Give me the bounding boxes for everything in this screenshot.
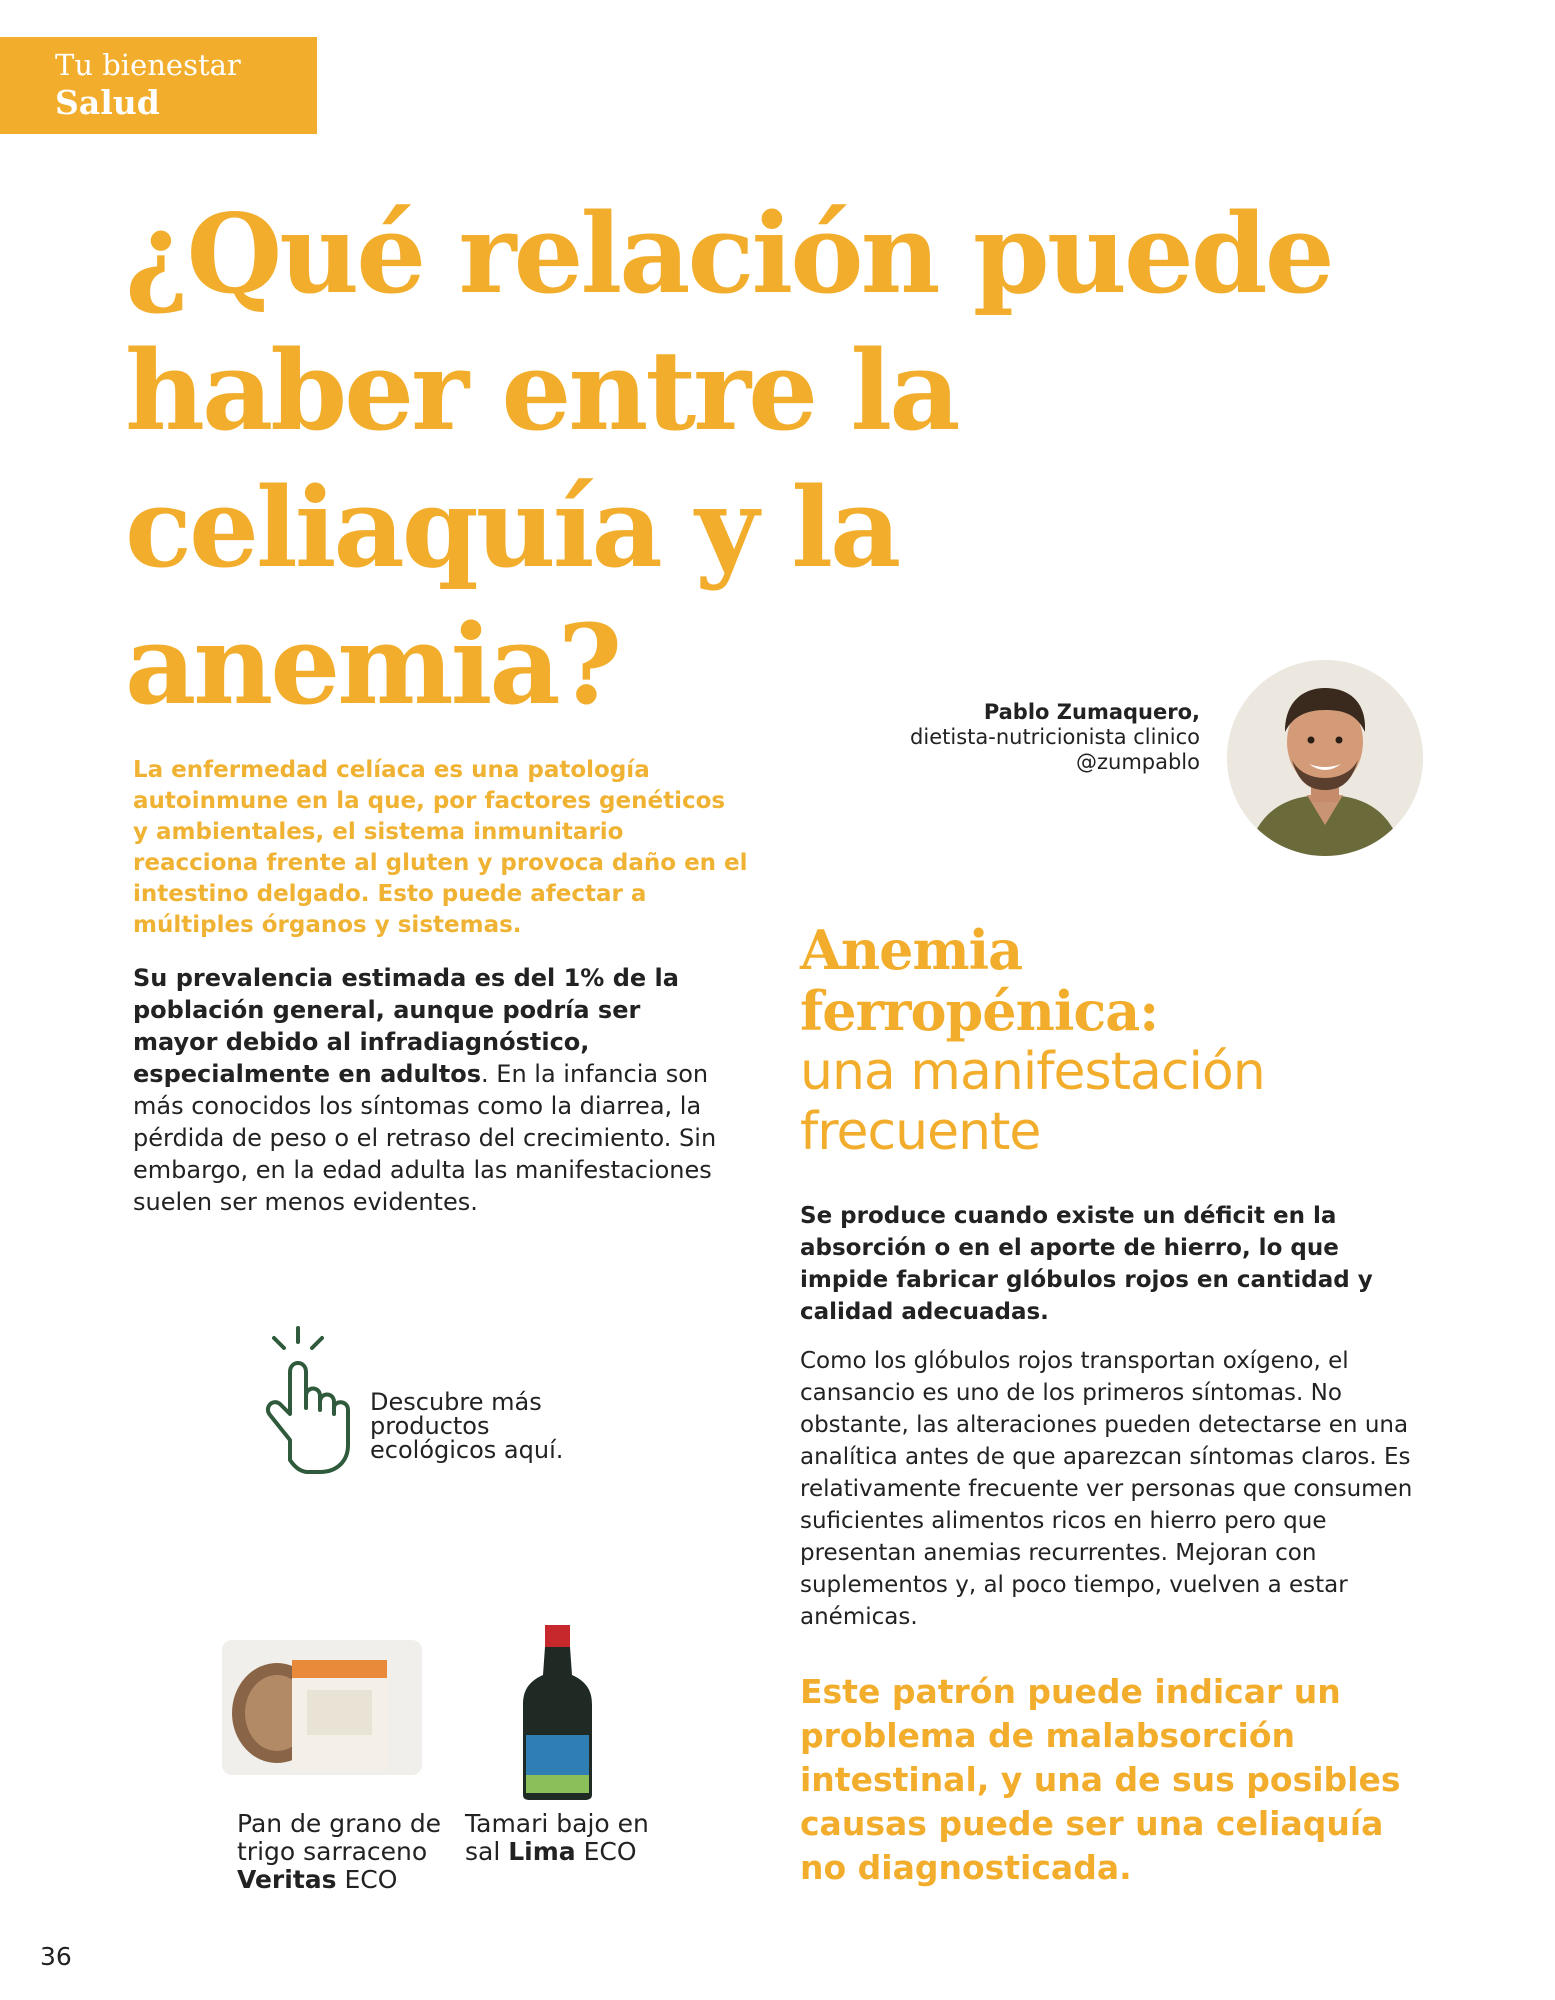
product-image-tamari xyxy=(510,1625,605,1800)
discover-products-text: Descubre más productos ecológicos aquí. xyxy=(370,1388,564,1464)
author-role: dietista-nutricionista clinico xyxy=(910,725,1200,749)
section-subheading xyxy=(800,920,1360,1162)
body-paragraph-prevalence xyxy=(133,962,733,1218)
author-name: Pablo Zumaquero, xyxy=(983,700,1200,724)
page-number: 36 xyxy=(40,1942,72,1971)
product-image-bread xyxy=(222,1635,422,1780)
product-1-brand: Veritas xyxy=(237,1865,337,1894)
subheading-bold: Anemia ferropénica: xyxy=(800,918,1159,1043)
tap-hand-icon xyxy=(260,1320,370,1480)
product-2-brand: Lima xyxy=(508,1837,576,1866)
author-avatar xyxy=(1227,660,1423,856)
author-handle: @zumpablo xyxy=(1075,750,1200,774)
product-1-suffix: ECO xyxy=(336,1865,398,1894)
prevalence-highlight: Su prevalencia estimada es del 1% de la población general, aunque podría ser mayor debido al infradiagnóstico, especialmente en adultos xyxy=(133,964,679,1088)
page-title: ¿Qué relación puede haber entre la celiaquía y la anemia? xyxy=(125,189,1332,729)
product-2-suffix: ECO xyxy=(575,1837,637,1866)
pull-quote: Este patrón puede indicar un problema de malabsorción intestinal, y una de sus posibles causas puede ser una celiaquía no diagnosticada. xyxy=(800,1672,1401,1887)
product-2-name: Tamari bajo en sal xyxy=(465,1809,649,1866)
subheading-light: una manifestación frecuente xyxy=(800,1042,1265,1162)
prevalence-rest: . En la infancia son más conocidos los síntomas como la diarrea, la pérdida de peso o el retraso del crecimiento. Sin embargo, en la edad adulta las manifestaciones suelen ser menos evidentes. xyxy=(133,1060,717,1216)
author-byline xyxy=(910,700,1200,775)
body-paragraph-symptoms: Como los glóbulos rojos transportan oxígeno, el cansancio es uno de los primeros síntomas. No obstante, las alteraciones pueden detectarse en una analítica antes de que aparezcan síntomas claros. Es relativamente frecuente ver personas que consumen suficientes alimentos ricos en hierro pero que presentan anemias recurrentes. Mejoran con suplementos y, al poco tiempo, vuelven a estar anémicas. xyxy=(800,1348,1413,1630)
product-caption-tamari xyxy=(465,1810,675,1866)
product-caption-bread xyxy=(237,1810,467,1894)
section-kicker: Tu bienestar xyxy=(55,48,241,82)
product-1-name: Pan de grano de trigo sarraceno xyxy=(237,1809,442,1866)
lead-paragraph: Se produce cuando existe un déficit en la absorción o en el aporte de hierro, lo que impide fabricar glóbulos rojos en cantidad y calidad adecuadas. xyxy=(800,1203,1373,1325)
intro-paragraph: La enfermedad celíaca es una patología autoinmune en la que, por factores genéticos y ambientales, el sistema inmunitario reacciona frente al gluten y provoca daño en el intestino delgado. Esto puede afectar a múltiples órganos y sistemas. xyxy=(133,757,748,938)
section-tag xyxy=(0,37,317,134)
discover-products-link[interactable] xyxy=(260,1320,680,1480)
section-title: Salud xyxy=(55,83,160,122)
